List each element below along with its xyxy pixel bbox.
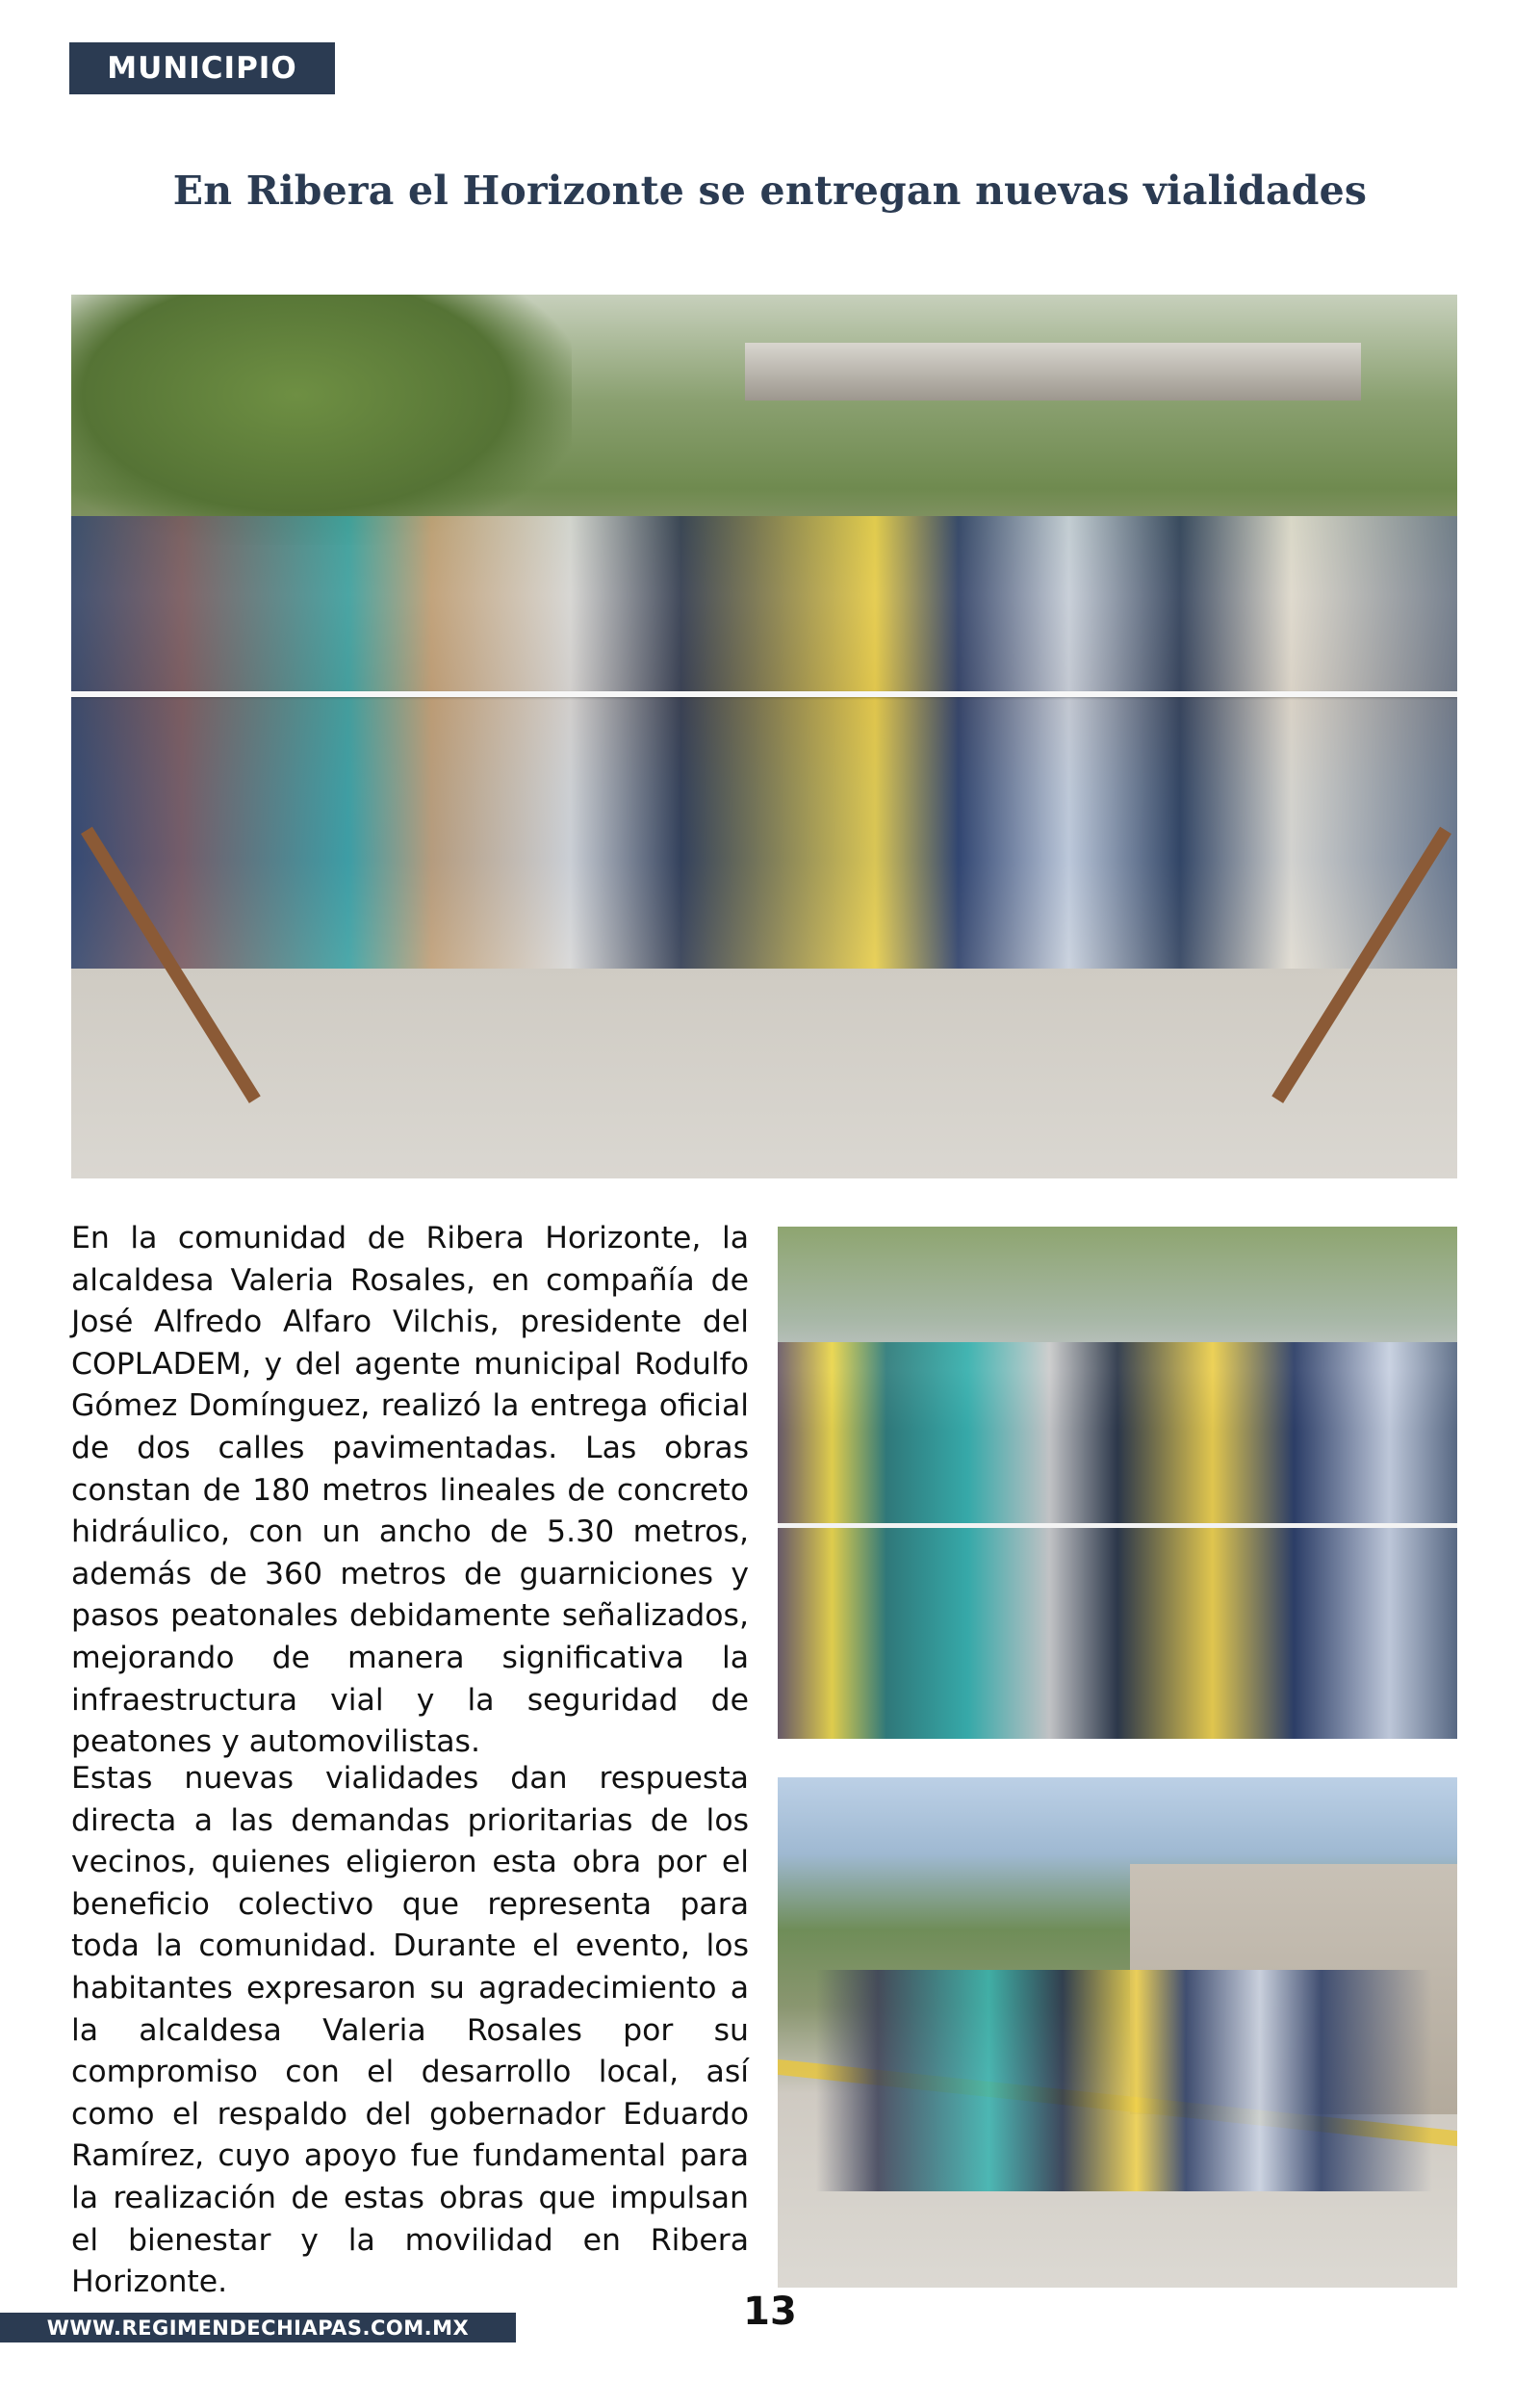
article-headline: En Ribera el Horizonte se entregan nuevas vialidades [172,168,1368,214]
article-paragraph-1: En la comunidad de Ribera Horizonte, la alcaldesa Valeria Rosales, en compañía de José Alfredo Alfaro Vilchis, presidente del COPLADEM, y del agente municipal Rodulfo Gómez Domínguez, realizó la entrega oficial de dos calles pavimentadas. Las obras constan de 180 metros lineales de concreto hidráulico, con un ancho de 5.30 metros, además de 360 metros de guarniciones y pasos peatonales debidamente señalizados, mejorando de manera significativa la infraestructura vial y la seguridad de peatones y automovilistas. [71,1221,749,1760]
section-label: MUNICIPIO [107,51,297,86]
page-number: 13 [743,2290,797,2334]
footer-website: WWW.REGIMENDECHIAPAS.COM.MX [46,2316,470,2340]
main-photo-ribbon-cutting [71,295,1457,1178]
footer-website-bar [0,2313,516,2342]
article-paragraph-2: Estas nuevas vialidades dan respuesta directa a las demandas prioritarias de los vecinos, quienes eligieron esta obra por el beneficio colectivo que representa para toda la comunidad. Durante el evento, los habitantes expresaron su agradecimiento a la alcaldesa Valeria Rosales por su compromiso con el desarrollo local, así como el respaldo del gobernador Eduardo Ramírez, cuyo apoyo fue fundamental para la realización de estas obras que impulsan el bienestar y la movilidad en Ribera Horizonte. [71,1761,749,2300]
photo-officials-ribbon [778,1227,1457,1739]
section-tag [69,42,335,94]
photo-walk-new-street [778,1777,1457,2288]
